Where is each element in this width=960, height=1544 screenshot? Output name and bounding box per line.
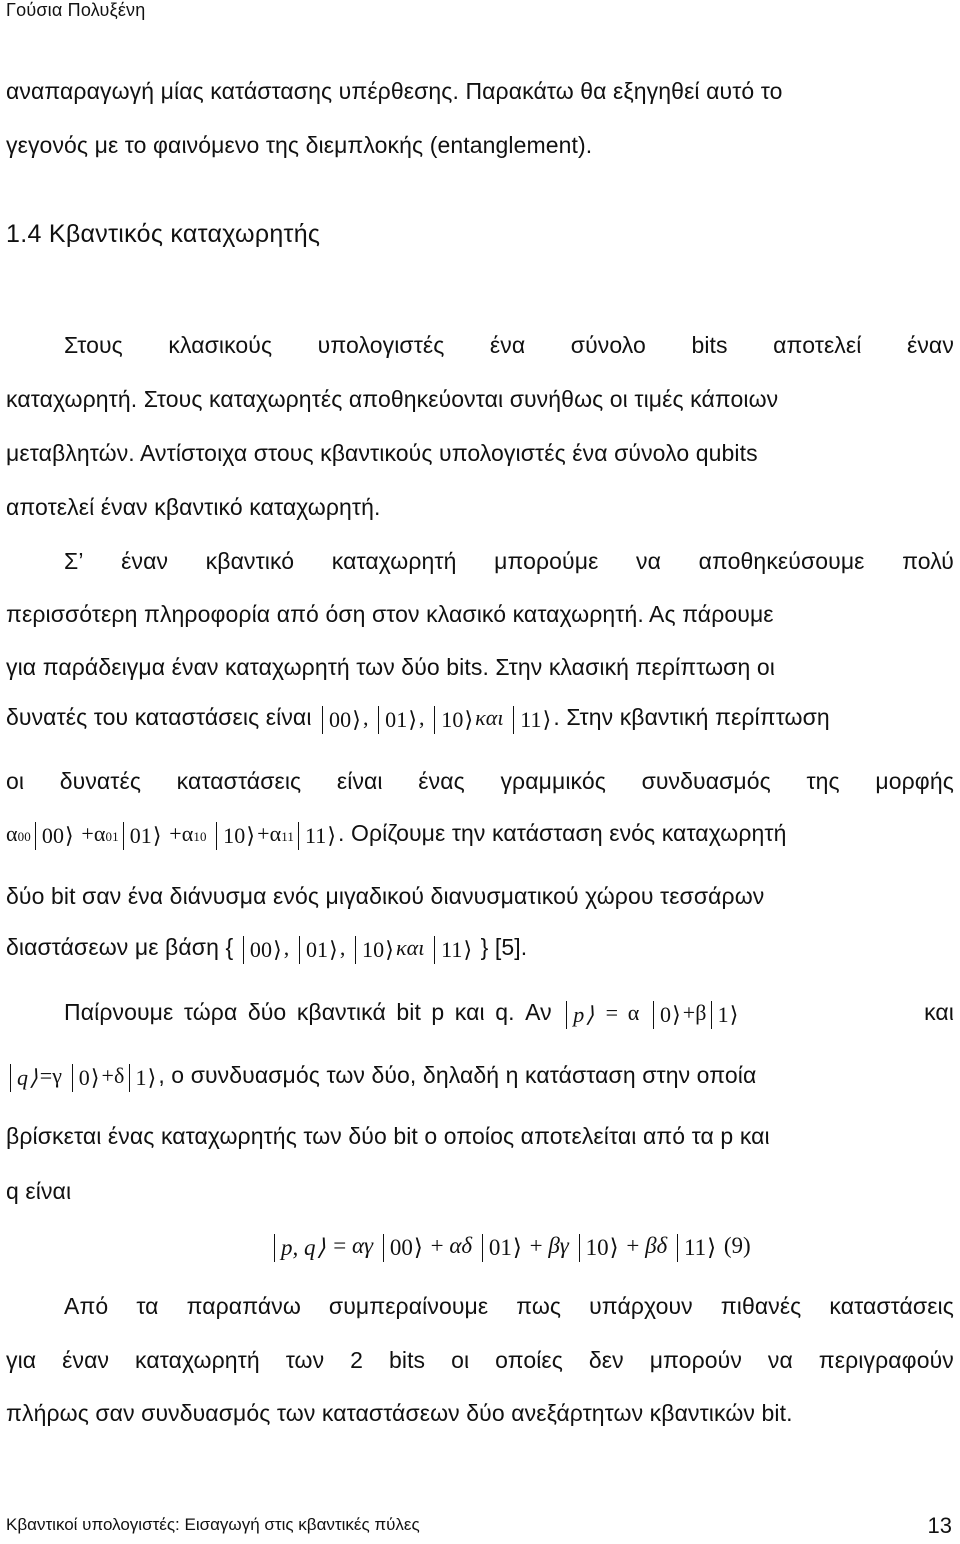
para4-line-3: πλήρως σαν συνδυασμός των καταστάσεων δύο ανεξάρτητων κβαντικών bit. — [6, 1400, 793, 1426]
equals-sign: = — [333, 1233, 347, 1258]
para1-line-1 — [64, 334, 954, 357]
word: έναν — [121, 548, 169, 574]
word: αποθηκεύσουμε — [698, 548, 865, 574]
ket-00: 00 ⟩ — [322, 706, 363, 734]
word: ένα — [489, 332, 526, 358]
ket-10: 10 ⟩ — [434, 706, 475, 734]
running-header-author: Γούσια Πολυξένη — [6, 0, 146, 20]
ket-01: 01 ⟩ — [482, 1234, 524, 1262]
word: καταχωρητή — [135, 1347, 260, 1373]
word: να — [767, 1347, 793, 1373]
word: καταχωρητή — [331, 548, 457, 574]
para3-line-2 — [6, 1064, 954, 1092]
word: μπορούμε — [494, 548, 599, 574]
plus: + — [430, 1233, 444, 1258]
word: είναι — [336, 768, 383, 794]
ket-11: 11 ⟩ — [434, 936, 474, 964]
word: Από — [64, 1293, 109, 1319]
ket-0: 0 ⟩ — [653, 1001, 683, 1029]
intro-line-1: αναπαραγωγή μίας κατάστασης υπέρθεσης. Παρακάτω θα εξηγηθεί αυτό το — [6, 78, 783, 104]
text-run: , ο συνδυασμός των δύο, δηλαδή η κατάσταση στην οποία — [158, 1062, 757, 1089]
para4-line-2 — [6, 1349, 954, 1372]
text-run: διαστάσεων με βάση { — [6, 934, 234, 961]
text-run: } [5]. — [480, 934, 528, 961]
text-run: . Στην κβαντική περίπτωση — [553, 704, 830, 731]
ket-01: 01 ⟩ — [378, 706, 419, 734]
q-state — [6, 1063, 158, 1088]
para3-line-1 — [64, 1001, 954, 1029]
ket-11: 11 ⟩ — [513, 706, 553, 734]
equation-number: (9) — [723, 1233, 751, 1258]
text-run: . Ορίζουμε την κατάσταση ενός καταχωρητή — [338, 820, 787, 847]
basis-kets-inline: 00 ⟩ , 01 ⟩ , 10 ⟩ και 11 ⟩ — [318, 705, 553, 730]
alpha: α — [269, 821, 282, 847]
word: 2 — [350, 1347, 364, 1373]
plus: + — [626, 1233, 640, 1258]
plus: + — [529, 1233, 543, 1258]
kai-italic: και — [395, 935, 425, 961]
para1-line-3: μεταβλητών. Αντίστοιχα στους κβαντικούς υπολογιστές ένα σύνολο qubits — [6, 440, 758, 466]
kai-italic: και — [475, 705, 504, 731]
word: τα — [136, 1293, 159, 1319]
word: αποτελεί — [773, 332, 862, 358]
intro-line-2: γεγονός με το φαινόμενο της διεμπλοκής (entanglement). — [6, 132, 593, 158]
para3-line-3: βρίσκεται ένας καταχωρητής των δύο bit ο οποίος αποτελείται από τα p και — [6, 1123, 770, 1149]
word: Σ’ — [64, 548, 84, 574]
word: περιγραφούν — [818, 1347, 954, 1373]
coefficient-bg: βγ — [548, 1233, 569, 1258]
ket-11: 11 ⟩ — [298, 822, 338, 850]
para2-line-6 — [6, 822, 954, 850]
word: οι — [451, 1347, 470, 1373]
para2-line-8 — [6, 936, 954, 964]
word: συμπεραίνουμε — [328, 1293, 489, 1319]
ket-00: 00 ⟩ — [35, 822, 76, 850]
word: της — [806, 768, 840, 794]
coefficient-ad: αδ — [449, 1233, 473, 1258]
coefficient-ag: αγ — [351, 1233, 374, 1258]
ket-0: 0 ⟩ — [72, 1064, 102, 1092]
para2-line-3: για παράδειγμα έναν καταχωρητή των δύο bits. Στην κλασική περίπτωση οι — [6, 654, 775, 680]
ket-1: 1 ⟩ — [711, 1001, 741, 1029]
equation-9 — [270, 1233, 751, 1262]
ket-1: 1 ⟩ — [129, 1064, 159, 1092]
general-state-formula — [6, 821, 338, 846]
word: για — [6, 1347, 37, 1373]
plus: + — [257, 821, 270, 847]
basis-set: 00 ⟩ , 01 ⟩ , 10 ⟩ και 11 ⟩ — [233, 935, 474, 960]
word: γραμμικός — [500, 768, 606, 794]
coefficient-bd: βδ — [645, 1233, 668, 1258]
text-run: και — [924, 999, 954, 1025]
para2-line-1 — [64, 550, 954, 573]
equals-alpha: = α — [605, 1000, 640, 1026]
word: δεν — [588, 1347, 624, 1373]
word: bits — [691, 332, 728, 358]
para3-line-4: q είναι — [6, 1178, 72, 1204]
ket-10: 10 ⟩ — [579, 1234, 621, 1262]
para2-line-2: περισσότερη πληροφορία από όση στον κλασικό καταχωρητή. Ας πάρουμε — [6, 601, 774, 627]
text-run: δυνατές του καταστάσεις είναι — [6, 704, 312, 731]
alpha: α — [93, 821, 106, 847]
word: σύνολο — [570, 332, 646, 358]
para1-line-4: αποτελεί έναν κβαντικό καταχωρητή. — [6, 494, 381, 520]
subscript-10: 10 — [193, 829, 207, 845]
page-number: 13 — [927, 1513, 952, 1538]
equals-gamma: =γ — [39, 1063, 63, 1089]
word: να — [636, 548, 662, 574]
para1-line-2: καταχωρητή. Στους καταχωρητές αποθηκεύονται συνήθως οι τιμές κάποιων — [6, 386, 779, 412]
section-heading: 1.4 Κβαντικός καταχωρητής — [6, 220, 321, 248]
word: Στους — [64, 332, 123, 358]
word: πολύ — [902, 548, 954, 574]
ket-p: p ⟩ — [566, 1001, 596, 1029]
word: μπορούν — [649, 1347, 742, 1373]
ket-10: 10 ⟩ — [355, 936, 396, 964]
word: έναν — [62, 1347, 110, 1373]
word: πως — [516, 1293, 562, 1319]
p-state — [562, 1000, 740, 1025]
word: υπολογιστές — [317, 332, 445, 358]
word: καταστάσεις — [829, 1293, 954, 1319]
word: μορφής — [875, 768, 954, 794]
ket-10: 10 ⟩ — [216, 822, 257, 850]
word: ένας — [418, 768, 465, 794]
text-run: Παίρνουμε τώρα δύο κβαντικά bit p και q. Αν — [64, 999, 552, 1026]
word: καταστάσεις — [176, 768, 302, 794]
para2-line-5 — [6, 770, 954, 793]
plus-delta: +δ — [101, 1063, 125, 1089]
word: των — [285, 1347, 325, 1373]
word: οι — [6, 768, 25, 794]
ket-00: 00 ⟩ — [383, 1234, 425, 1262]
plus-beta: +β — [682, 1000, 707, 1026]
word: bits — [388, 1347, 426, 1373]
ket-01: 01 ⟩ — [299, 936, 340, 964]
running-footer-title: Κβαντικοί υπολογιστές: Εισαγωγή στις κβαντικές πύλες — [6, 1515, 420, 1534]
subscript-01: 01 — [105, 829, 119, 845]
word: κβαντικό — [205, 548, 295, 574]
ket-q: q ⟩ — [10, 1064, 40, 1092]
ket-00: 00 ⟩ — [243, 936, 284, 964]
ket-01: 01 ⟩ — [123, 822, 164, 850]
para2-line-4 — [6, 706, 954, 734]
para2-line-7: δύο bit σαν ένα διάνυσμα ενός μιγαδικού διανυσματικού χώρου τεσσάρων — [6, 883, 765, 909]
alpha: α — [181, 821, 194, 847]
word: οποίες — [495, 1347, 563, 1373]
ket-pq: p, q ⟩ — [274, 1234, 327, 1262]
word: παραπάνω — [186, 1293, 301, 1319]
word: δυνατές — [59, 768, 142, 794]
word: κλασικούς — [168, 332, 273, 358]
plus: + — [169, 821, 182, 847]
word: συνδυασμός — [641, 768, 771, 794]
para4-line-1 — [64, 1295, 954, 1318]
subscript-11: 11 — [281, 829, 294, 845]
word: έναν — [906, 332, 954, 358]
word: πιθανές — [720, 1293, 802, 1319]
ket-11: 11 ⟩ — [677, 1234, 718, 1262]
plus: + — [81, 821, 94, 847]
subscript-00: 00 — [17, 829, 31, 845]
word: υπάρχουν — [589, 1293, 693, 1319]
alpha: α — [6, 821, 18, 847]
